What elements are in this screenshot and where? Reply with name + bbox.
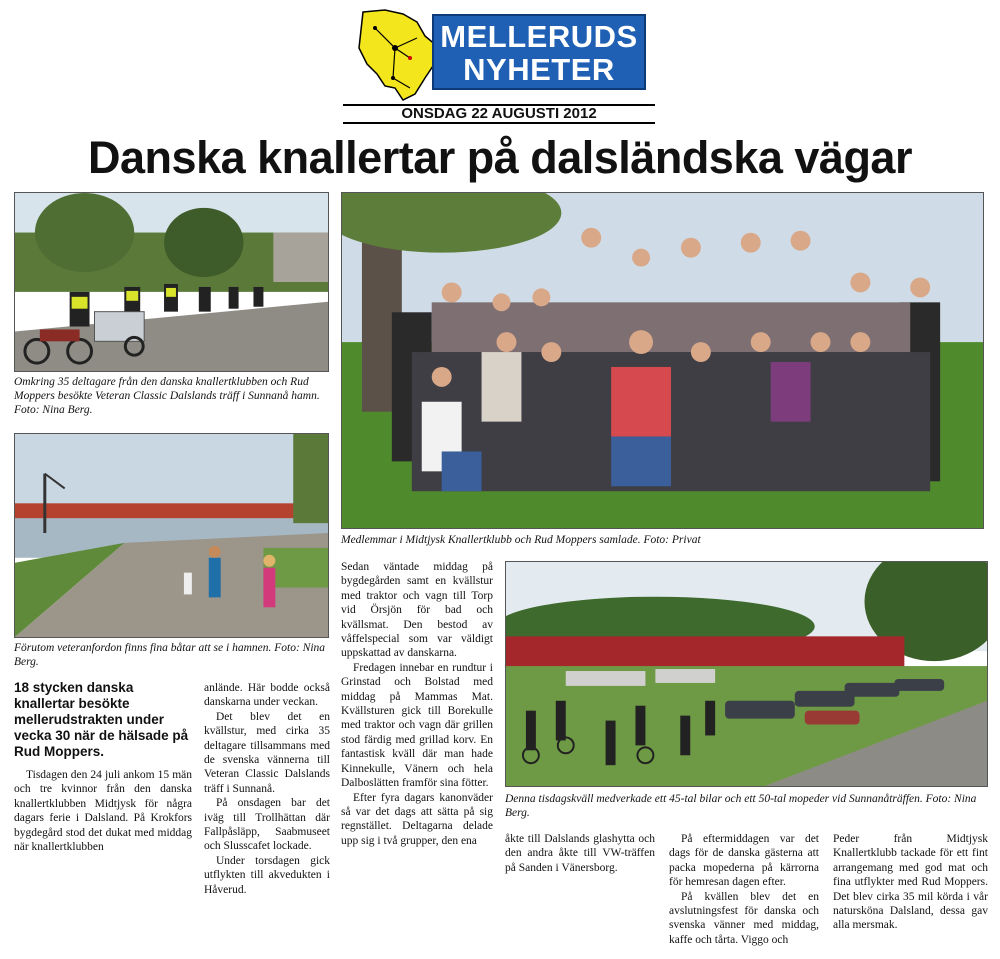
column-2-paragraph: På onsdagen bar det iväg till Trollhättan där Fallpåsläpp, Saabmuseet och Slusscafet lockade. — [204, 797, 330, 853]
column-3-paragraph: Fredagen innebar en rundtur i Grinstad och Bolstad med middag på Mammas Mat. Kvällsturen gick till Borekulle med traktor och vagn där grillen stod färdig med grillad korv. En fantastisk kväll där man hade Kinnekulle, Vänern och hela Dalboslätten framför sina fötter. — [341, 661, 493, 790]
masthead-title-line2: NYHETER — [463, 52, 615, 87]
column-2-paragraph: anlände. Här bodde också danskarna under veckan. — [204, 682, 330, 709]
masthead-title — [432, 14, 646, 90]
issue-date-bar — [343, 104, 655, 124]
column-3-paragraph: Efter fyra dagars kanonväder så var det dags att sätta på sig regnstället. Deltagarna delade upp sig i två grupper, den ena — [341, 791, 493, 847]
article-column-2 — [204, 681, 330, 897]
article-lead: 18 stycken danska knallertar besökte mellerudstrakten under vecka 30 när de hälsade på Rud Moppers. — [14, 680, 189, 759]
article-column-6 — [833, 832, 988, 933]
column-5-paragraph: På eftermiddagen var det dags för de danska gästerna att packa mopederna på kärrorna för hemresan dagen efter. — [669, 833, 819, 889]
article-column-3 — [341, 560, 493, 848]
article-headline: Danska knallertar på dalsländska vägar — [88, 132, 912, 183]
column-5-paragraph: På kvällen blev det en avslutningsfest för danska och svenska vänner med middag, kaffe och tårta. Viggo och — [669, 890, 819, 946]
column-6-paragraph: Peder från Midtjysk Knallertklubb tackade för ett fint arrangemang med god mat och fina utflykter med Rud Moppers. Det blev cirka 35 mil körda i vår natursköna Dalsland, dessa gav alla mersmak. — [833, 833, 988, 932]
masthead-title-line1: MELLERUDS — [440, 19, 638, 54]
caption-club-group: Medlemmar i Midtjysk Knallertklubb och Rud Moppers samlade. Foto: Privat — [341, 534, 701, 546]
article-column-5 — [669, 832, 819, 947]
column-1-paragraph: Tisdagen den 24 juli ankom 15 män och tre kvinnor från den danska knallertklubben Midtjysk för några dagars ferie i Dalsland. På Krokfors bygdegård stod det dukat med middag när knallertklubben — [14, 769, 192, 854]
photo-club-group — [341, 192, 984, 529]
column-2-paragraph: Under torsdagen gick utflykten till akvedukten i Håverud. — [204, 854, 330, 896]
photo-harbor-boats — [14, 433, 329, 638]
column-4-paragraph: åkte till Dalslands glashytta och den andra åkte till VW-träffen på Sanden i Vänersborg. — [505, 833, 655, 874]
caption-car-meet: Denna tisdagskväll medverkade ett 45-tal bilar och ett 50-tal mopeder vid Sunnanåträffen. Foto: Nina Berg. — [505, 793, 977, 819]
column-3-paragraph: Sedan väntade middag på bygdegården samt en kvällstur med traktor och vagn till Torp vid Örsjön för bad och kvällsmat. Den bestod av våffelspecial som var väldigt uppskattad av danskarna. — [341, 561, 493, 660]
article-column-1 — [14, 768, 192, 854]
caption-moped-parade: Omkring 35 deltagare från den danska knallertklubben och Rud Moppers besökte Veteran Classic Dalslands träff i Sunnanå hamn. Foto: Nina Berg. — [14, 376, 320, 416]
caption-harbor-boats: Förutom veteranfordon finns fina båtar att se i hamnen. Foto: Nina Berg. — [14, 642, 326, 668]
issue-date: ONSDAG 22 AUGUSTI 2012 — [401, 105, 597, 122]
photo-car-meet — [505, 561, 988, 787]
dalsland-map-logo — [355, 8, 440, 102]
column-2-paragraph: Det blev det en kvällstur, med cirka 35 deltagare tillsammans med de svenska vännerna till Veteran Classic Dalslands träff i Sunnanå. — [204, 710, 330, 795]
article-column-4 — [505, 832, 655, 875]
photo-moped-parade — [14, 192, 329, 372]
